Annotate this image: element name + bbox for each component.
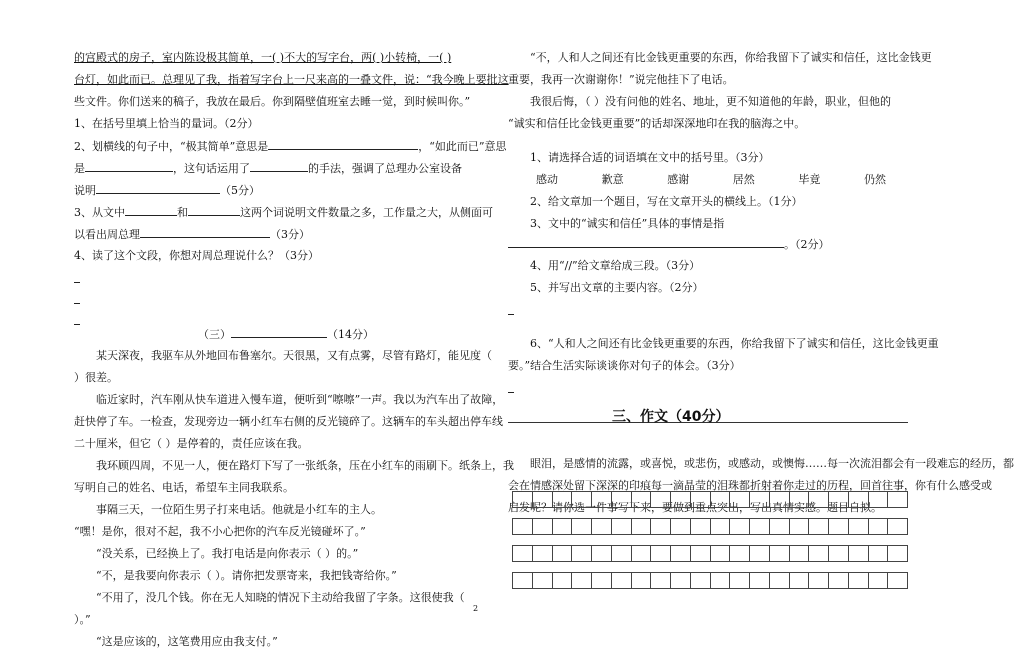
story-line: 临近家时，汽车刚从快车道进入慢车道，便听到“嚓嚓”一声。我以为汽车出了故障， [96, 393, 504, 406]
grid-cell[interactable] [809, 546, 829, 561]
grid-cell[interactable] [770, 492, 790, 507]
story-line: “这是应该的，这笔费用应由我支付。” [96, 635, 278, 648]
grid-cell[interactable] [671, 519, 691, 534]
story-line: 事隔三天，一位陌生男子打来电话。他就是小红车的主人。 [96, 503, 382, 516]
grid-cell[interactable] [513, 492, 533, 507]
word-option: 歉意 [601, 173, 624, 186]
title-blank[interactable] [231, 326, 327, 338]
grid-cell[interactable] [691, 519, 711, 534]
grid-cell[interactable] [888, 546, 907, 561]
grid-cell[interactable] [553, 546, 573, 561]
answer-line[interactable] [508, 314, 514, 315]
composition-prompt: 会在情感深处留下深深的印痕每一滴晶莹的泪珠都折射着你走过的历程，回首往事，你有什么感受或 [508, 479, 992, 492]
grid-cell[interactable] [513, 519, 533, 534]
grid-cell[interactable] [612, 573, 632, 588]
grid-cell[interactable] [869, 573, 889, 588]
answer-line[interactable] [508, 392, 514, 393]
grid-cell[interactable] [711, 573, 731, 588]
answer-blank[interactable] [188, 204, 240, 216]
grid-cell[interactable] [533, 519, 553, 534]
grid-cell[interactable] [888, 492, 907, 507]
word-option: 仍然 [863, 173, 886, 186]
grid-cell[interactable] [533, 546, 553, 561]
grid-row[interactable] [512, 518, 908, 535]
story-line: ）很差。 [74, 371, 118, 384]
word-option: 毕竟 [798, 173, 821, 186]
composition-title: 三、作文（40分） [612, 409, 730, 425]
passage-line: 的宫殿式的房子，室内陈设极其简单，一( )不大的写字台，两( )小转椅，一( ) [74, 51, 452, 64]
grid-cell[interactable] [612, 546, 632, 561]
grid-cell[interactable] [869, 546, 889, 561]
story-line: 某天深夜，我驱车从外地回布鲁塞尔。天很黑，又有点雾，尽管有路灯，能见度（ [96, 349, 492, 362]
question-1: 1、在括号里填上恰当的量词。（2分） [74, 117, 259, 130]
grid-cell[interactable] [612, 519, 632, 534]
grid-cell[interactable] [651, 546, 671, 561]
question-2-cont: 是 ，这句话运用了 的手法，强调了总理办公室设备 [74, 162, 462, 175]
grid-cell[interactable] [750, 519, 770, 534]
question-5: 5、并写出文章的主要内容。（2分） [530, 281, 704, 294]
grid-cell[interactable] [651, 492, 671, 507]
grid-cell[interactable] [533, 492, 553, 507]
answer-blank[interactable] [96, 182, 220, 194]
answer-blank[interactable] [125, 204, 177, 216]
question-4: 4、读了这个文段，你想对周总理说什么？（3分） [74, 249, 319, 262]
story-line: “嘿！是你，很对不起，我不小心把你的汽车反光镜碰坏了。” [74, 525, 366, 538]
grid-cell[interactable] [572, 546, 592, 561]
grid-cell[interactable] [632, 492, 652, 507]
grid-cell[interactable] [888, 573, 907, 588]
story-line: 二十厘米，但它（ ）是停着的，责任应该在我。 [74, 437, 309, 450]
question-3-answer: 。（2分） [508, 236, 830, 253]
question-4: 4、用“//”给文章给成三段。（3分） [530, 259, 701, 272]
answer-line[interactable] [74, 282, 80, 283]
grid-row[interactable] [512, 491, 908, 508]
grid-cell[interactable] [829, 492, 849, 507]
grid-cell[interactable] [711, 519, 731, 534]
word-option: 居然 [732, 173, 755, 186]
question-2-cont: 说明 （5分） [74, 184, 260, 197]
section-heading: （三） （14分） [198, 328, 374, 341]
grid-row[interactable] [512, 545, 908, 562]
answer-blank[interactable] [250, 160, 308, 172]
grid-cell[interactable] [770, 546, 790, 561]
passage-line: 台灯，如此而已。总理见了我，指着写字台上一尺来高的一叠文件，说：“我今晚上要批这 [74, 73, 509, 86]
question-6: 6、“人和人之间还有比金钱更重要的东西，你给我留下了诚实和信任，这比金钱更重 [530, 337, 939, 350]
answer-blank[interactable] [85, 160, 173, 172]
grid-cell[interactable] [533, 573, 553, 588]
grid-cell[interactable] [691, 546, 711, 561]
grid-cell[interactable] [592, 492, 612, 507]
grid-cell[interactable] [572, 573, 592, 588]
grid-cell[interactable] [750, 573, 770, 588]
grid-cell[interactable] [790, 519, 810, 534]
grid-cell[interactable] [691, 492, 711, 507]
grid-cell[interactable] [750, 492, 770, 507]
answer-line[interactable] [74, 324, 80, 325]
grid-cell[interactable] [711, 546, 731, 561]
grid-cell[interactable] [513, 573, 533, 588]
question-2: 2、划横线的句子中，“极其简单”意思是 ，“如此而已”意思 [74, 140, 507, 153]
grid-cell[interactable] [750, 546, 770, 561]
story-line: 写明自己的姓名、电话，希望车主同我联系。 [74, 481, 294, 494]
grid-cell[interactable] [553, 519, 573, 534]
composition-prompt: 启发呢？请你选一件事写下来，要做到重点突出，写出真情实感。题目自拟。 [508, 501, 882, 514]
grid-cell[interactable] [809, 492, 829, 507]
grid-cell[interactable] [809, 519, 829, 534]
grid-cell[interactable] [572, 519, 592, 534]
story-line: “不，人和人之间还有比金钱更重要的东西，你给我留下了诚实和信任，这比金钱更 [530, 51, 932, 64]
grid-cell[interactable] [651, 519, 671, 534]
word-option: 感动 [536, 173, 558, 186]
grid-cell[interactable] [790, 492, 810, 507]
grid-cell[interactable] [671, 546, 691, 561]
answer-blank[interactable] [140, 226, 270, 238]
composition-prompt: 眼泪，是感情的流露，或喜悦，或悲伤，或感动，或懊悔……每一次流泪都会有一段难忘的经历，都 [530, 457, 1014, 470]
grid-cell[interactable] [592, 573, 612, 588]
passage-line: 些文件。你们送来的稿子，我放在最后。你到隔壁值班室去睡一觉，到时候叫你。” [74, 95, 471, 108]
grid-cell[interactable] [651, 573, 671, 588]
grid-cell[interactable] [730, 573, 750, 588]
question-2: 2、给文章加一个题目，写在文章开头的横线上。（1分） [530, 195, 803, 208]
question-1: 1、请选择合适的词语填在文中的括号里。（3分） [530, 151, 770, 164]
grid-cell[interactable] [849, 573, 869, 588]
story-line: “诚实和信任比金钱更重要”的话却深深地印在我的脑海之中。 [508, 117, 806, 130]
grid-cell[interactable] [632, 573, 652, 588]
grid-cell[interactable] [612, 492, 632, 507]
grid-cell[interactable] [809, 573, 829, 588]
grid-cell[interactable] [770, 573, 790, 588]
grid-cell[interactable] [849, 519, 869, 534]
story-line: “不用了，没几个钱。你在无人知晓的情况下主动给我留了字条。这很使我（ [96, 591, 465, 604]
grid-cell[interactable] [553, 573, 573, 588]
grid-cell[interactable] [572, 492, 592, 507]
grid-row[interactable] [512, 572, 908, 589]
grid-cell[interactable] [849, 492, 869, 507]
grid-cell[interactable] [513, 546, 533, 561]
grid-cell[interactable] [829, 573, 849, 588]
answer-blank[interactable] [508, 236, 784, 248]
grid-cell[interactable] [829, 546, 849, 561]
page-number: 2 [473, 604, 479, 613]
grid-cell[interactable] [671, 492, 691, 507]
grid-cell[interactable] [730, 492, 750, 507]
grid-cell[interactable] [592, 519, 612, 534]
question-3-cont: 以看出周总理 （3分） [74, 228, 310, 241]
grid-cell[interactable] [730, 546, 750, 561]
grid-cell[interactable] [790, 573, 810, 588]
question-3: 3、从文中 和 这两个词说明文件数量之多，工作量之大，从侧面可 [74, 206, 493, 219]
grid-cell[interactable] [869, 492, 889, 507]
grid-cell[interactable] [632, 546, 652, 561]
story-line: 我很后悔，（ ）没有问他的姓名、地址，更不知道他的年龄，职业，但他的 [530, 95, 891, 108]
word-option: 感谢 [667, 173, 690, 186]
grid-cell[interactable] [553, 492, 573, 507]
question-6-cont: 要。”结合生活实际谈谈你对句子的体会。（3分） [508, 359, 741, 372]
grid-cell[interactable] [671, 573, 691, 588]
grid-cell[interactable] [730, 519, 750, 534]
question-3: 3、文中的“诚实和信任”具体的事情是指 [530, 217, 725, 230]
story-line: 重要，我再一次谢谢你！”说完他挂下了电话。 [508, 73, 734, 86]
grid-cell[interactable] [632, 519, 652, 534]
grid-cell[interactable] [592, 546, 612, 561]
story-line: ）。” [74, 613, 91, 626]
grid-cell[interactable] [711, 492, 731, 507]
answer-blank[interactable] [268, 138, 418, 150]
grid-cell[interactable] [888, 519, 907, 534]
grid-cell[interactable] [691, 573, 711, 588]
grid-cell[interactable] [770, 519, 790, 534]
grid-cell[interactable] [790, 546, 810, 561]
story-line: “没关系，已经换上了。我打电话是向你表示（ ）的。” [96, 547, 359, 560]
story-line: 我环顾四周，不见一人，便在路灯下写了一张纸条，压在小红车的雨刷下。纸条上，我 [96, 459, 514, 472]
story-line: 赶快停了车。一检查，发现旁边一辆小红车右侧的反光镜碎了。这辆车的车头超出停车线 [74, 415, 503, 428]
answer-line[interactable] [74, 303, 80, 304]
grid-cell[interactable] [829, 519, 849, 534]
grid-cell[interactable] [869, 519, 889, 534]
story-line: “不，是我要向你表示（ ）。请你把发票寄来，我把钱寄给你。” [96, 569, 397, 582]
grid-cell[interactable] [849, 546, 869, 561]
word-bank [536, 172, 886, 188]
